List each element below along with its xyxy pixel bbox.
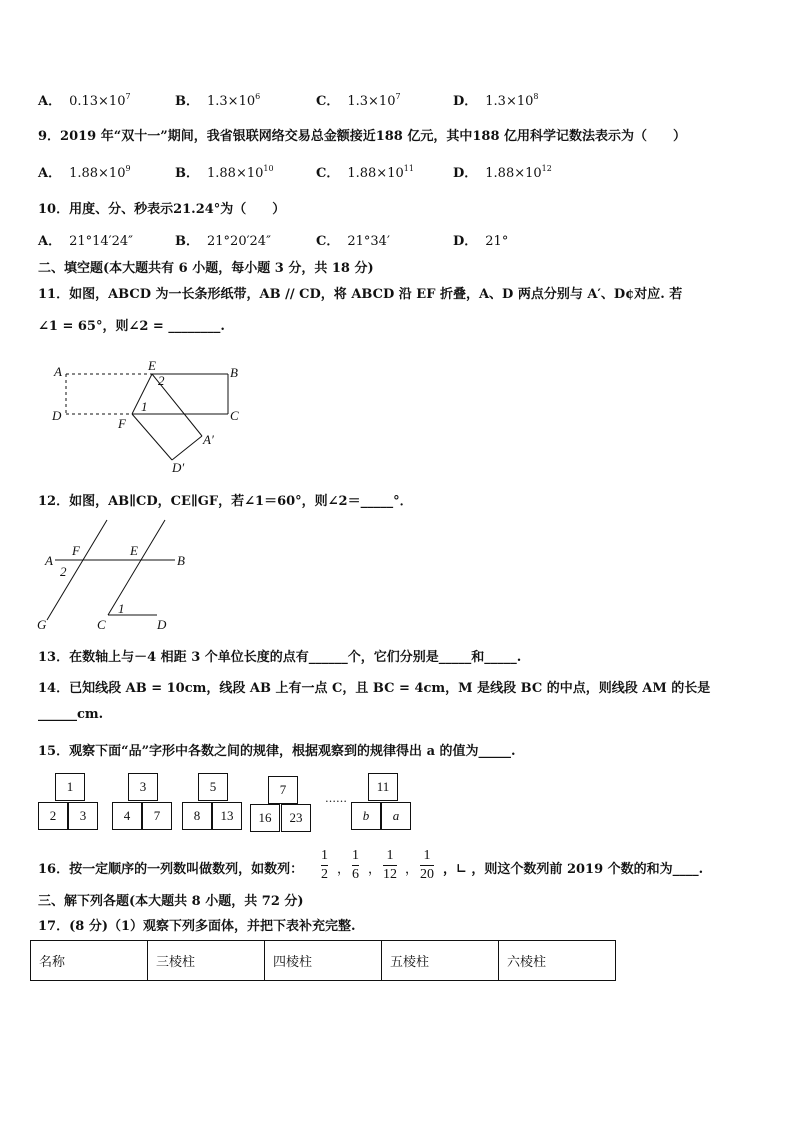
q15-g2-top: 3 xyxy=(128,773,158,801)
q9-option-a: A． $1.88\times 10^9$ xyxy=(38,164,131,181)
q10-option-c: C． 21°34′ xyxy=(316,234,390,249)
q16-suffix: ，∟ ，则这个数列前 2019 个数的和为____. xyxy=(443,862,704,877)
q11-label-c: C xyxy=(230,408,239,423)
section-3-heading: 三、解下列各题(本大题共 8 小题，共 72 分) xyxy=(38,894,304,909)
q11-figure xyxy=(40,358,260,483)
q17-stem: 17．(8 分)（1）观察下列多面体，并把下表补充完整. xyxy=(38,919,356,934)
table-cell-name: 名称 xyxy=(31,941,148,981)
q10-option-b: B． 21°20′24″ xyxy=(175,234,271,249)
q11-line1: 11．如图，ABCD 为一长条形纸带，AB // CD，将 ABCD 沿 EF 折叠，A、D 两点分别与 A′、D¢对应. 若 xyxy=(38,287,683,302)
q17-table xyxy=(30,940,616,981)
q10-option-d: D． 21° xyxy=(453,234,509,249)
q11-line2: ∠1 = 65°，则∠2 = ________. xyxy=(38,319,225,334)
q15-g2-left: 4 xyxy=(112,802,142,830)
q15-g3-top: 5 xyxy=(198,773,228,801)
q15-g4-left: 16 xyxy=(250,804,280,832)
q15-g1-top: 1 xyxy=(55,773,85,801)
q9-option-b: B． $1.88\times 10^{10}$ xyxy=(175,164,274,181)
q14-line1: 14．已知线段 AB = 10cm，线段 AB 上有一点 C，且 BC = 4cm，M 是线段 BC 的中点，则线段 AM 的长是 xyxy=(38,681,711,696)
q8-option-a: A． $0.13\times 10^7$ xyxy=(38,92,131,109)
section-2-heading: 二、填空题(本大题共有 6 小题，每小题 3 分，共 18 分) xyxy=(38,261,374,276)
q16-frac-2: 1 6 xyxy=(352,848,359,882)
q10-option-a: A． 21°14′24″ xyxy=(38,234,134,249)
q12-label-f: F xyxy=(72,543,80,558)
q15-g4-top: 7 xyxy=(268,776,298,804)
table-cell-pentagonal-prism: 五棱柱 xyxy=(382,941,499,981)
table-cell-triangular-prism: 三棱柱 xyxy=(148,941,265,981)
q8-option-c: C． $1.3\times 10^7$ xyxy=(316,92,401,109)
q11-label-a: A xyxy=(54,364,62,379)
q16-frac-3: 1 12 xyxy=(383,848,397,882)
q11-label-d-prime: D′ xyxy=(172,460,185,475)
table-row xyxy=(31,941,616,981)
q15-g3-right: 13 xyxy=(212,802,242,830)
q15-g1-right: 3 xyxy=(68,802,98,830)
q12-label-e: E xyxy=(130,543,138,558)
q12-figure xyxy=(35,515,195,635)
q15-ellipsis: …… xyxy=(325,792,347,805)
q9-stem: 9．2019 年“双十一”期间，我省银联网络交易总金额接近188 亿元，其中188 亿用科学记数法表示为（ ） xyxy=(38,129,687,144)
q12-label-1: 1 xyxy=(118,601,125,616)
q10-stem: 10．用度、分、秒表示21.24°为（ ） xyxy=(38,202,286,217)
q15-g2-right: 7 xyxy=(142,802,172,830)
q15-last-left: b xyxy=(351,802,381,830)
q15-g1-left: 2 xyxy=(38,802,68,830)
q11-label-f: F xyxy=(118,416,126,431)
q9-option-c: C． $1.88\times 10^{11}$ xyxy=(316,164,414,181)
q11-label-b: B xyxy=(230,365,238,380)
table-cell-hexagonal-prism: 六棱柱 xyxy=(499,941,616,981)
q11-label-e: E xyxy=(148,358,156,373)
q15-g3-left: 8 xyxy=(182,802,212,830)
q11-label-d: D xyxy=(52,408,62,423)
q12-stem: 12．如图，AB∥CD，CE∥GF，若∠1＝60°，则∠2＝_____°． xyxy=(38,494,413,509)
q15-stem: 15．观察下面“品”字形中各数之间的规律，根据观察到的规律得出 a 的值为_____. xyxy=(38,744,516,759)
q12-label-d: D xyxy=(157,617,167,632)
q14-line2: ______cm. xyxy=(38,707,104,722)
q12-label-c: C xyxy=(97,617,106,632)
q8-option-b: B． $1.3\times 10^6$ xyxy=(175,92,261,109)
q12-label-b: B xyxy=(177,553,185,568)
table-cell-quadrangular-prism: 四棱柱 xyxy=(265,941,382,981)
q16-frac-4: 1 20 xyxy=(420,848,434,882)
q15-g4-right: 23 xyxy=(281,804,311,832)
q11-label-2: 2 xyxy=(158,373,165,388)
q16-prefix: 16．按一定顺序的一列数叫做数列，如数列： xyxy=(38,862,304,877)
q11-label-1: 1 xyxy=(141,399,148,414)
q8-option-d: D． $1.3\times 10^8$ xyxy=(453,92,539,109)
q16-frac-1: 1 2 xyxy=(321,848,328,882)
q11-label-a-prime: A′ xyxy=(203,432,214,447)
q12-label-2: 2 xyxy=(60,564,67,579)
q15-last-right: a xyxy=(381,802,411,830)
q12-label-g: G xyxy=(37,617,47,632)
q15-last-top: 11 xyxy=(368,773,398,801)
q12-label-a: A xyxy=(45,553,53,568)
q9-option-d: D． $1.88\times 10^{12}$ xyxy=(453,164,552,181)
q13-stem: 13．在数轴上与－4 相距 3 个单位长度的点有______个，它们分别是_____和_____. xyxy=(38,650,522,665)
